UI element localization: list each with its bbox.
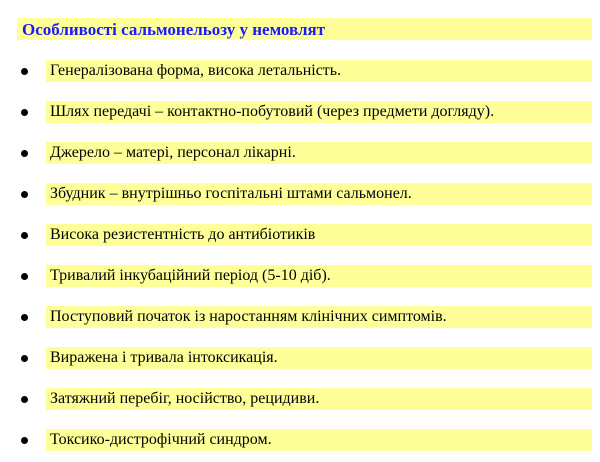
list-item: [0, 101, 600, 123]
bullet-icon: [21, 396, 28, 403]
bullet-icon: [21, 68, 28, 75]
bullet-icon: [21, 232, 28, 239]
bullet-icon: [21, 109, 28, 116]
list-item: [0, 347, 600, 369]
bullet-icon: [21, 273, 28, 280]
list-item: [0, 224, 600, 246]
list-item: [0, 60, 600, 82]
list-item: [0, 183, 600, 205]
item-text: Токсико-дистрофічний синдром.: [50, 431, 272, 448]
bullet-icon: [21, 437, 28, 444]
list-item: [0, 306, 600, 328]
item-text: Збудник – внутрішньо госпітальні штами сальмонел.: [50, 185, 412, 202]
item-text: Виражена і тривала інтоксикація.: [50, 349, 278, 366]
item-text: Поступовий початок із наростанням клінічних симптомів.: [50, 308, 447, 325]
bullet-icon: [21, 191, 28, 198]
item-text: Тривалий інкубаційний період (5-10 діб).: [50, 267, 331, 284]
item-text: Генералізована форма, висока летальність.: [50, 62, 342, 79]
item-text: Шлях передачі – контактно-побутовий (через предмети догляду).: [50, 103, 495, 120]
item-text: Джерело – матері, персонал лікарні.: [50, 144, 296, 161]
list-item: [0, 388, 600, 410]
list-item: [0, 265, 600, 287]
slide-title: Особливості сальмонельозу у немовлят: [22, 20, 326, 39]
bullet-icon: [21, 150, 28, 157]
list-item: [0, 429, 600, 451]
item-text: Висока резистентність до антибіотиків: [50, 226, 316, 243]
item-text: Затяжний перебіг, носійство, рецидиви.: [50, 390, 320, 407]
bullet-icon: [21, 314, 28, 321]
bullet-icon: [21, 355, 28, 362]
list-item: [0, 142, 600, 164]
